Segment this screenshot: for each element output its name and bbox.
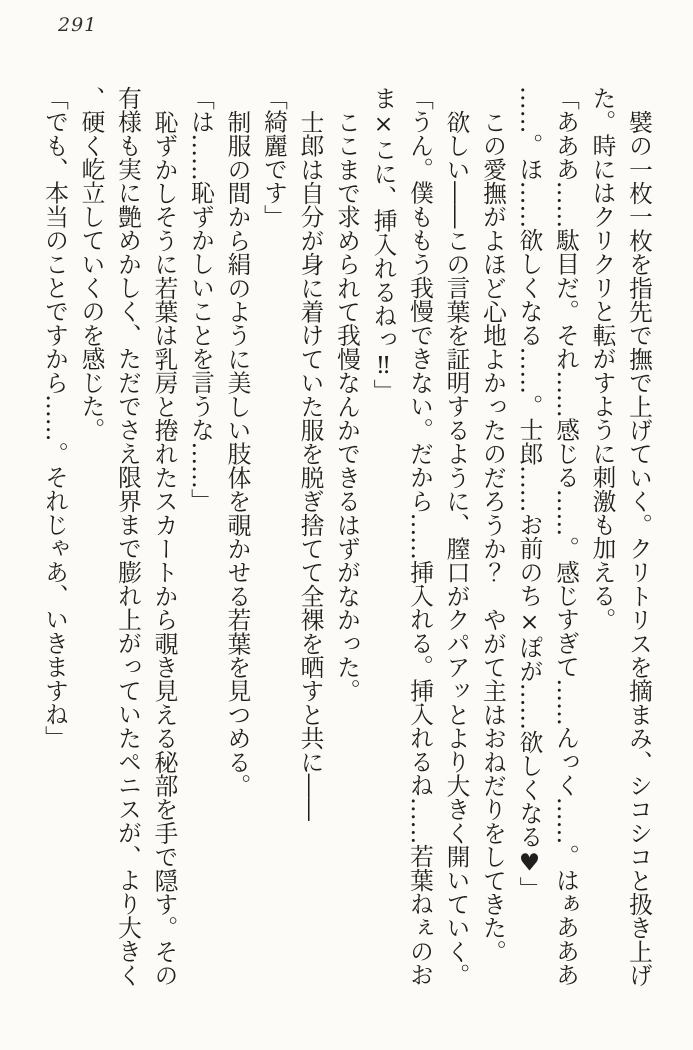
paragraph-dialogue: 「でも、本当のことですから……。それじゃあ、いきますね」 <box>41 86 69 750</box>
paragraph-dialogue: 「うん。僕ももう我慢できない。だから……挿入れる。挿入れるね……若葉ねぇのおま×こに、挿入れるねっ‼」 <box>369 86 434 987</box>
paragraph: 士郎は自分が身に着けていた服を脱ぎ捨てて全裸を晒すと共に―― <box>296 109 325 821</box>
paragraph: 制服の間から絹のように美しい肢体を覗かせる若葉を見つめる。 <box>223 109 252 797</box>
paragraph: ここまで求められて我慢なんかできるはずがなかった。 <box>333 109 361 703</box>
paragraph: 恥ずかしそうに若葉は乳房と捲れたスカートから覗き見える秘部を手で隠す。その有様も実に艶めかしく、ただでさえ限界まで膨れ上がっていたペニスが、より大きく、硬く屹立していくのを感じた。 <box>77 86 179 987</box>
paragraph: 襞の一枚一枚を指先で撫で上げていく。クリトリスを摘まみ、シコシコと扱き上げた。時にはクリクリと転がすように刺激も加える。 <box>588 86 653 987</box>
paragraph-dialogue: 「は……恥ずかしいことを言うな……」 <box>187 86 215 513</box>
paragraph-dialogue: 「綺麗です」 <box>260 86 288 229</box>
paragraph: この愛撫がよほど心地よかったのだろうか？ やがて主はおねだりをしてきた。 <box>479 109 507 963</box>
page-number: 291 <box>58 14 98 36</box>
vertical-text-block <box>35 86 657 996</box>
paragraph: 欲しい――この言葉を証明するように、膣口がクパアッとより大きく開いていく。 <box>442 109 471 987</box>
paragraph-dialogue: 「あああ……駄目だ。それ……感じる……。感じすぎて……んっく……。はぁあああ……。ほ……欲しくなる……。士郎……お前のち×ぽが……欲しくなる♥」 <box>515 86 580 987</box>
